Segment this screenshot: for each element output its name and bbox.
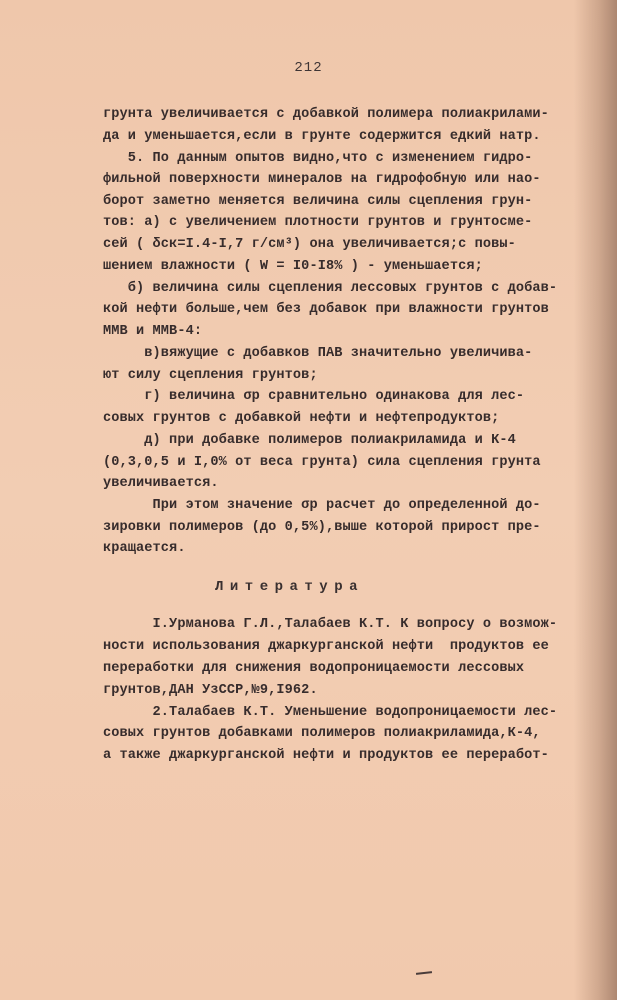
body-line: зировки полимеров (до 0,5%),выше которой прирост пре- xyxy=(103,520,541,535)
body-line: совых грунтов с добавкой нефти и нефтепродуктов; xyxy=(103,411,500,426)
body-line: При этом значение σр расчет до определенной до- xyxy=(103,498,541,513)
reference-line: I.Урманова Г.Л.,Талабаев К.Т. К вопросу о возмож- xyxy=(103,617,558,632)
body-line: д) при добавке полимеров полиакриламида и К-4 xyxy=(103,433,516,448)
body-line: ют силу сцепления грунтов; xyxy=(103,368,318,383)
body-line: сей ( δск=I.4-I,7 г/см³) она увеличивается;с повы- xyxy=(103,237,516,252)
body-line: кращается. xyxy=(103,541,186,556)
body-line: б) величина силы сцепления лессовых грунтов с добав- xyxy=(103,281,558,296)
body-line: фильной поверхности минералов на гидрофобную или нао- xyxy=(103,172,541,187)
body-line: ММВ и ММВ-4: xyxy=(103,324,203,339)
reference-line: переработки для снижения водопроницаемости лессовых xyxy=(103,661,525,676)
reference-line: а также джаркурганской нефти и продуктов ее переработ- xyxy=(103,748,549,763)
body-line: 5. По данным опытов видно,что с изменением гидро- xyxy=(103,151,533,166)
reference-line: совых грунтов добавками полимеров полиакриламида,К-4, xyxy=(103,726,541,741)
reference-line: грунтов,ДАН УзССР,№9,I962. xyxy=(103,683,318,698)
body-line: шением влажности ( W = I0-I8% ) - уменьшается; xyxy=(103,259,483,274)
body-line: в)вяжущие с добавков ПАВ значительно увеличива- xyxy=(103,346,533,361)
references-heading: Литература xyxy=(215,579,365,595)
body-line: грунта увеличивается с добавкой полимера полиакрилами- xyxy=(103,107,549,122)
page-number: 212 xyxy=(294,60,323,76)
body-line: борот заметно меняется величина силы сцепления грун- xyxy=(103,194,533,209)
reference-line: ности использования джаркурганской нефти продуктов ее xyxy=(103,639,549,654)
reference-line: 2.Талабаев К.Т. Уменьшение водопроницаемости лес- xyxy=(103,705,558,720)
body-line: (0,3,0,5 и I,0% от веса грунта) сила сцепления грунта xyxy=(103,455,541,470)
body-line: тов: а) с увеличением плотности грунтов и грунтосме- xyxy=(103,215,533,230)
body-line: г) величина σр сравнительно одинакова для лес- xyxy=(103,389,525,404)
ink-mark xyxy=(416,971,432,975)
body-line: да и уменьшается,если в грунте содержится едкий натр. xyxy=(103,129,541,144)
body-line: кой нефти больше,чем без добавок при влажности грунтов xyxy=(103,302,549,317)
body-line: увеличивается. xyxy=(103,476,219,491)
